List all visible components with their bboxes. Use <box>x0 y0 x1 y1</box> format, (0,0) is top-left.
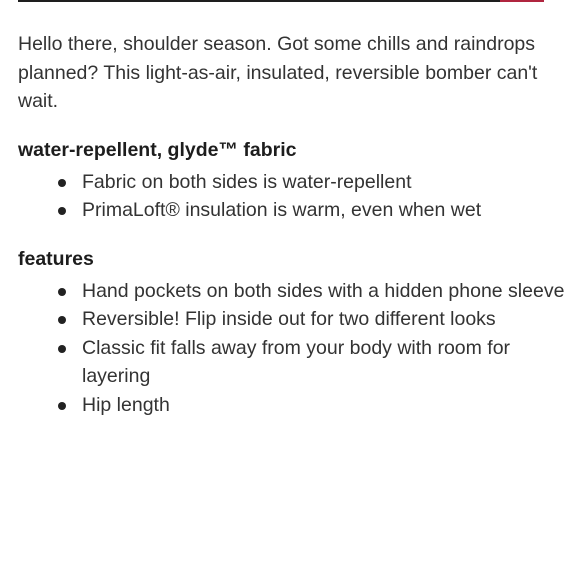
top-divider <box>18 0 528 2</box>
list-item-text: Reversible! Flip inside out for two different looks <box>82 308 496 330</box>
section-heading-features: features <box>18 247 94 270</box>
fabric-feature-list <box>18 168 570 225</box>
bullet-icon <box>58 345 66 353</box>
list-item-text: Hand pockets on both sides with a hidden phone sleeve <box>82 279 565 302</box>
list-item-text: Classic fit falls away from your body with room for layering <box>82 336 511 387</box>
bullet-icon <box>58 207 66 215</box>
list-item-text: Fabric on both sides is water-repellent <box>82 170 412 193</box>
list-item <box>82 168 570 197</box>
bullet-icon <box>58 316 66 324</box>
intro-paragraph: Hello there, shoulder season. Got some chills and raindrops planned? This light-as-air, insulated, reversible bomber can't wait. <box>18 33 538 112</box>
list-item-text: PrimaLoft® insulation is warm, even when wet <box>82 199 482 221</box>
list-item-text: Hip length <box>82 393 170 416</box>
list-item <box>82 391 570 420</box>
bullet-icon <box>58 288 66 296</box>
active-tab-indicator <box>500 0 544 2</box>
bullet-icon <box>58 179 66 187</box>
list-item <box>82 196 570 225</box>
product-description <box>18 30 570 419</box>
section-heading-fabric: water-repellent, glyde™ fabric <box>18 138 297 161</box>
list-item <box>82 277 570 306</box>
features-list <box>18 277 570 420</box>
list-item <box>82 305 570 334</box>
list-item <box>82 334 570 391</box>
bullet-icon <box>58 402 66 410</box>
